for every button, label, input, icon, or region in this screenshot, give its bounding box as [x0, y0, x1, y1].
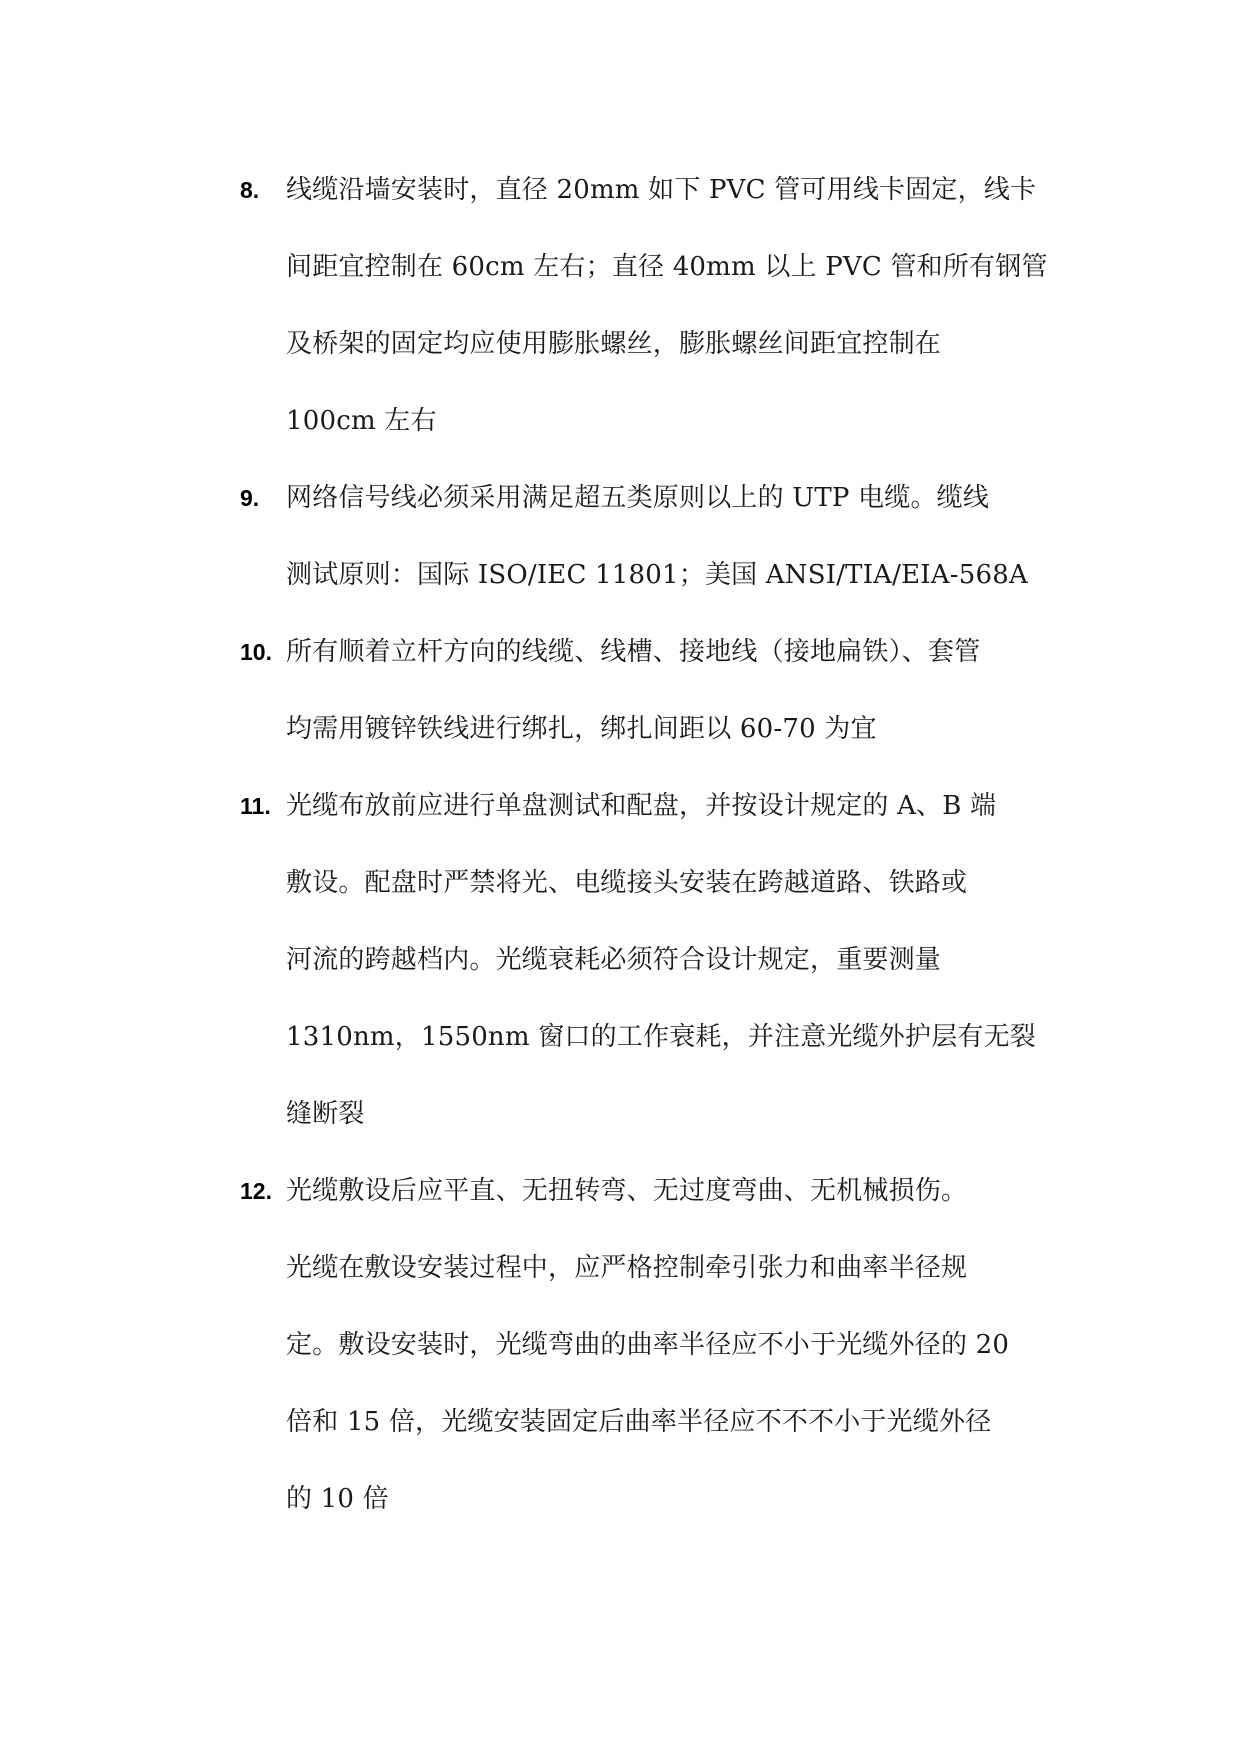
item-text-line: 敷设。配盘时严禁将光、电缆接头安装在跨越道路、铁路或	[286, 868, 968, 898]
list-item	[240, 614, 1070, 768]
list-item	[240, 768, 1070, 1153]
item-number: 8.	[240, 177, 260, 203]
list-item	[240, 1153, 1070, 1538]
item-number: 10.	[240, 639, 272, 665]
item-text-line: 1310nm，1550nm 窗口的工作衰耗，并注意光缆外护层有无裂	[286, 1022, 1036, 1052]
item-text-line: 光缆敷设后应平直、无扭转弯、无过度弯曲、无机械损伤。	[286, 1176, 968, 1206]
requirements-list	[240, 152, 1070, 1538]
item-text-line: 河流的跨越档内。光缆衰耗必须符合设计规定，重要测量	[286, 945, 942, 975]
item-text-line: 所有顺着立杆方向的线缆、线槽、接地线（接地扁铁）、套管	[286, 637, 981, 667]
item-text-line: 均需用镀锌铁线进行绑扎，绑扎间距以 60-70 为宜	[286, 714, 877, 744]
item-text-line: 的 10 倍	[286, 1484, 389, 1514]
item-text-line: 间距宜控制在 60cm 左右；直径 40mm 以上 PVC 管和所有钢管	[286, 252, 1048, 282]
item-text-line: 缝断裂	[286, 1099, 365, 1129]
item-text-line: 倍和 15 倍，光缆安装固定后曲率半径应不不不小于光缆外径	[286, 1407, 992, 1437]
item-text-line: 测试原则：国际 ISO/IEC 11801；美国 ANSI/TIA/EIA-568A	[286, 560, 1028, 590]
item-text-line: 及桥架的固定均应使用膨胀螺丝，膨胀螺丝间距宜控制在	[286, 329, 942, 359]
item-text-line: 定。敷设安装时，光缆弯曲的曲率半径应不小于光缆外径的 20	[286, 1330, 1010, 1360]
list-item	[240, 460, 1070, 614]
item-text-line: 线缆沿墙安装时，直径 20mm 如下 PVC 管可用线卡固定，线卡	[286, 175, 1037, 205]
item-number: 12.	[240, 1178, 272, 1204]
item-number: 9.	[240, 485, 260, 511]
item-text-line: 100cm 左右	[286, 406, 437, 436]
item-number: 11.	[240, 793, 271, 819]
item-text-line: 光缆在敷设安装过程中，应严格控制牵引张力和曲率半径规	[286, 1253, 968, 1283]
item-text-line: 光缆布放前应进行单盘测试和配盘，并按设计规定的 A、B 端	[286, 791, 997, 821]
item-text-line: 网络信号线必须采用满足超五类原则以上的 UTP 电缆。缆线	[286, 483, 990, 513]
list-item	[240, 152, 1070, 460]
